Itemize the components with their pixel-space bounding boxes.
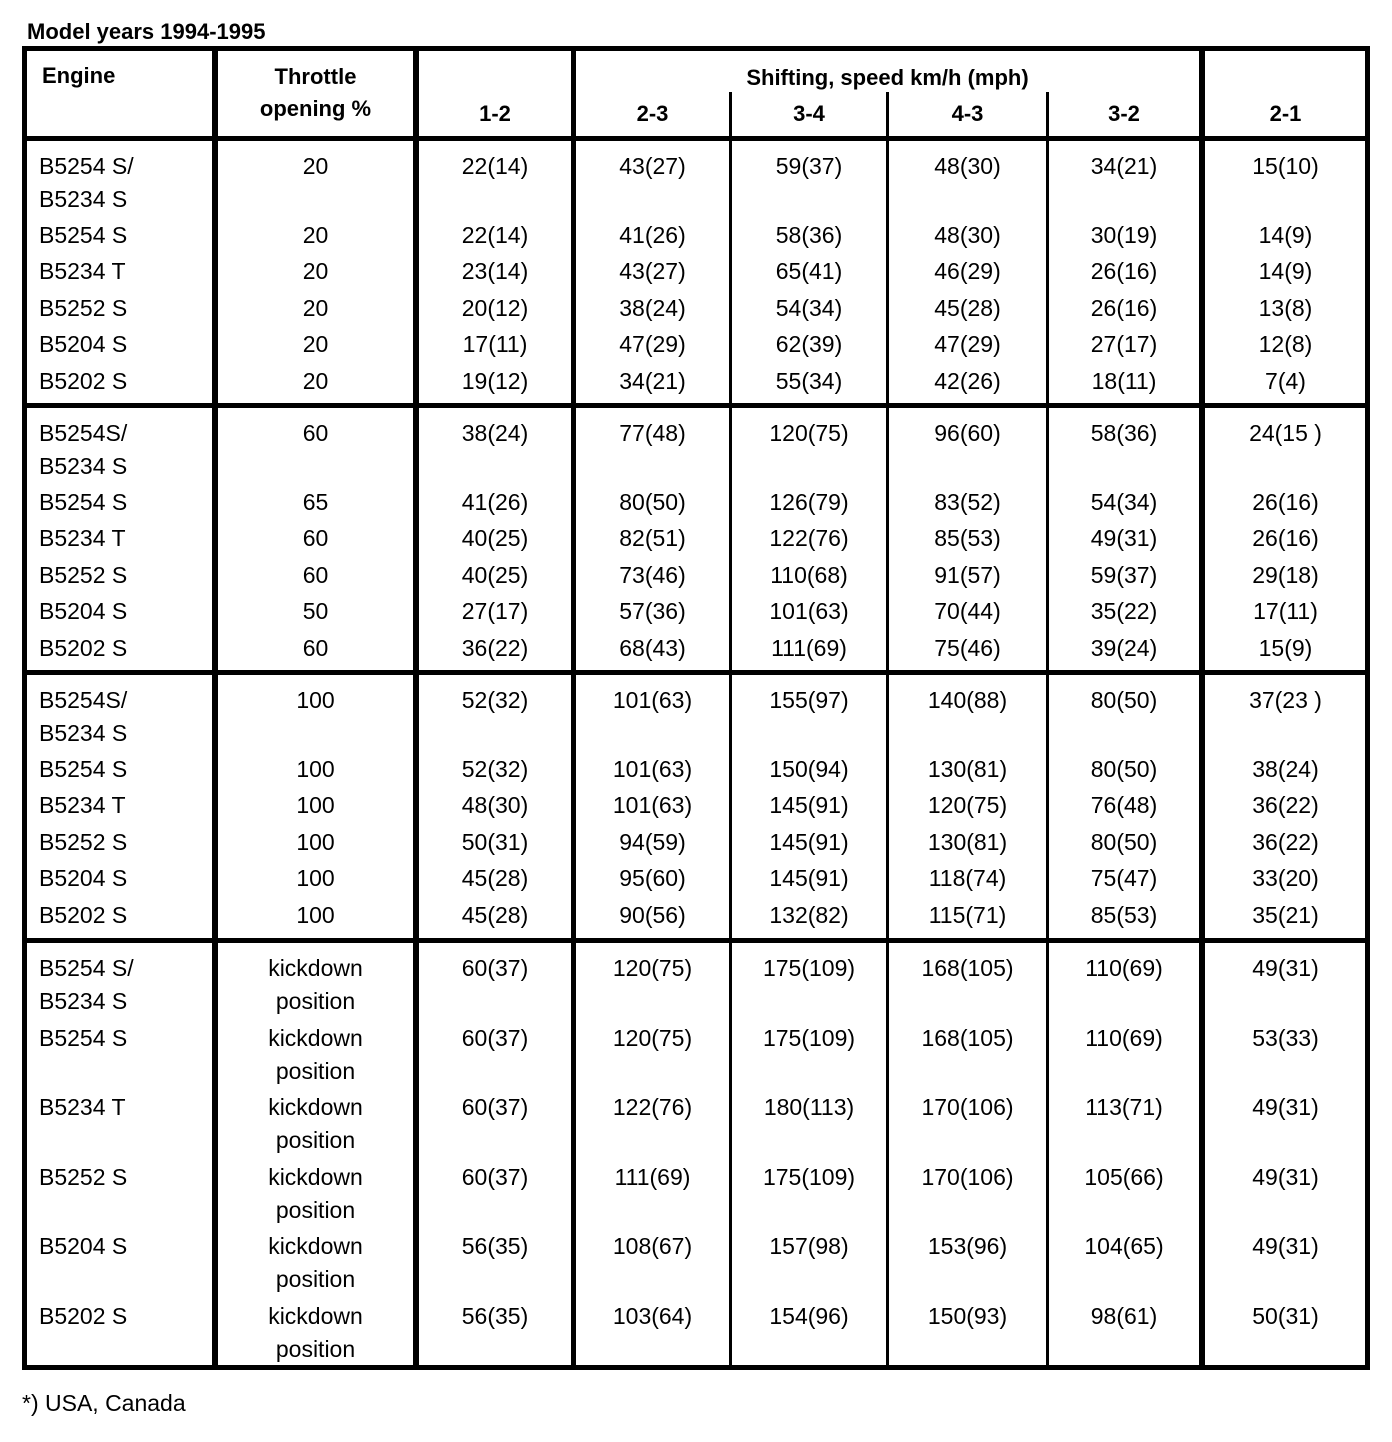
speed-cell: 17(11) (462, 331, 528, 357)
speed-cell: 27(17) (1090, 331, 1158, 357)
engine-cell: B5234 T (39, 525, 126, 551)
speed-cell: 60(37) (461, 955, 529, 981)
speed-cell: 7(4) (1265, 368, 1306, 394)
speed-cell: 85(53) (1090, 902, 1158, 928)
throttle-cell: position (275, 1058, 356, 1084)
engine-cell: B5252 S (39, 829, 128, 855)
speed-cell: 55(34) (775, 368, 843, 394)
speed-cell: 36(22) (1252, 792, 1319, 818)
engine-cell: B5252 S (39, 295, 128, 321)
speed-cell: 35(21) (1252, 902, 1319, 928)
speed-cell: 130(81) (927, 756, 1008, 782)
engine-cell: B5254 S (39, 756, 128, 782)
speed-cell: 40(25) (461, 562, 529, 588)
engine-cell: B5254S/ (39, 687, 128, 713)
row-divider (26, 670, 1366, 675)
header-shifting: Shifting, speed km/h (mph) (746, 65, 1029, 90)
engine-cell: B5234 S (39, 988, 128, 1014)
speed-cell: 113(71) (1085, 1094, 1163, 1120)
speed-cell: 101(63) (612, 687, 693, 713)
speed-cell: 38(24) (461, 420, 529, 446)
speed-cell: 54(34) (775, 295, 843, 321)
throttle-cell: 20 (302, 258, 329, 284)
throttle-cell: 100 (296, 829, 335, 855)
engine-cell: B5234 T (39, 258, 126, 284)
speed-cell: 37(23 ) (1249, 687, 1322, 713)
throttle-cell: position (275, 1266, 356, 1292)
speed-cell: 111(69) (771, 635, 847, 661)
speed-cell: 34(21) (619, 368, 686, 394)
speed-cell: 22(14) (461, 222, 529, 248)
speed-cell: 60(37) (461, 1164, 529, 1190)
speed-cell: 170(106) (921, 1164, 1014, 1190)
engine-cell: B5234 T (39, 792, 126, 818)
speed-cell: 18(11) (1091, 368, 1157, 394)
speed-cell: 45(28) (461, 865, 529, 891)
throttle-cell: position (275, 1127, 356, 1153)
speed-cell: 48(30) (934, 153, 1001, 179)
speed-cell: 42(26) (934, 368, 1001, 394)
speed-cell: 17(11) (1253, 598, 1318, 624)
header-shift-3-2: 3-2 (1108, 101, 1140, 126)
speed-cell: 52(32) (461, 756, 529, 782)
speed-cell: 15(9) (1258, 635, 1313, 661)
speed-cell: 59(37) (1090, 562, 1158, 588)
throttle-cell: kickdown (268, 1233, 363, 1259)
speed-cell: 41(26) (461, 489, 529, 515)
speed-cell: 120(75) (927, 792, 1008, 818)
speed-cell: 70(44) (934, 598, 1001, 624)
speed-cell: 57(36) (619, 598, 686, 624)
speed-cell: 56(35) (461, 1233, 529, 1259)
speed-cell: 168(105) (921, 955, 1014, 981)
speed-cell: 12(8) (1258, 331, 1313, 357)
speed-cell: 91(57) (934, 562, 1001, 588)
speed-cell: 47(29) (934, 331, 1001, 357)
speed-cell: 15(10) (1252, 153, 1319, 179)
speed-cell: 35(22) (1090, 598, 1158, 624)
speed-cell: 175(109) (762, 1025, 856, 1051)
speed-cell: 80(50) (1090, 756, 1158, 782)
speed-cell: 20(12) (461, 295, 529, 321)
throttle-cell: 20 (302, 153, 329, 179)
engine-cell: B5254S/ (39, 420, 128, 446)
throttle-cell: kickdown (268, 1164, 363, 1190)
throttle-cell: kickdown (268, 1025, 363, 1051)
engine-cell: B5254 S (39, 222, 128, 248)
speed-cell: 50(31) (461, 829, 529, 855)
speed-cell: 47(29) (619, 331, 686, 357)
speed-cell: 155(97) (769, 687, 849, 713)
engine-cell: B5202 S (39, 1303, 128, 1329)
engine-cell: B5204 S (39, 331, 128, 357)
speed-cell: 83(52) (934, 489, 1001, 515)
speed-cell: 175(109) (762, 955, 856, 981)
header-shift-2-1: 2-1 (1269, 101, 1302, 126)
speed-cell: 145(91) (769, 865, 849, 891)
engine-cell: B5254 S/ (39, 955, 134, 981)
speed-cell: 122(76) (769, 525, 849, 551)
speed-cell: 38(24) (619, 295, 686, 321)
speed-cell: 26(16) (1252, 525, 1319, 551)
engine-cell: B5202 S (39, 368, 128, 394)
speed-cell: 108(67) (612, 1233, 693, 1259)
speed-cell: 80(50) (1090, 829, 1158, 855)
speed-cell: 154(96) (769, 1303, 849, 1329)
throttle-cell: kickdown (268, 1094, 363, 1120)
speed-cell: 104(65) (1084, 1233, 1164, 1259)
speed-cell: 45(28) (461, 902, 529, 928)
throttle-cell: 65 (302, 489, 329, 515)
header-shift-4-3: 4-3 (951, 101, 984, 126)
speed-cell: 48(30) (461, 792, 529, 818)
speed-cell: 39(24) (1090, 635, 1158, 661)
speed-cell: 111(69) (614, 1164, 691, 1190)
speed-cell: 26(16) (1090, 258, 1158, 284)
speed-cell: 29(18) (1252, 562, 1319, 588)
throttle-cell: 50 (302, 598, 329, 624)
speed-cell: 49(31) (1252, 1233, 1319, 1259)
engine-cell: B5254 S/ (39, 153, 134, 179)
engine-cell: B5234 T (39, 1094, 126, 1120)
speed-cell: 49(31) (1252, 955, 1319, 981)
page-title: Model years 1994-1995 (27, 19, 266, 44)
speed-cell: 48(30) (934, 222, 1001, 248)
speed-cell: 120(75) (769, 420, 849, 446)
speed-cell: 175(109) (762, 1164, 856, 1190)
throttle-cell: 100 (296, 902, 335, 928)
speed-cell: 95(60) (619, 865, 686, 891)
speed-cell: 23(14) (461, 258, 529, 284)
speed-cell: 19(12) (461, 368, 529, 394)
speed-cell: 54(34) (1090, 489, 1158, 515)
speed-cell: 33(20) (1252, 865, 1319, 891)
speed-cell: 80(50) (1090, 687, 1158, 713)
speed-cell: 73(46) (619, 562, 686, 588)
speed-cell: 60(37) (461, 1025, 529, 1051)
speed-cell: 14(9) (1258, 222, 1313, 248)
speed-cell: 50(31) (1252, 1303, 1319, 1329)
header-shift-3-4: 3-4 (793, 101, 825, 126)
throttle-cell: 20 (302, 368, 329, 394)
speed-cell: 30(19) (1090, 222, 1158, 248)
throttle-cell: 100 (296, 756, 335, 782)
speed-cell: 90(56) (619, 902, 686, 928)
speed-cell: 101(63) (769, 598, 849, 624)
speed-cell: 26(16) (1252, 489, 1319, 515)
speed-cell: 43(27) (619, 153, 686, 179)
speed-cell: 150(94) (769, 756, 849, 782)
speed-cell: 101(63) (612, 792, 693, 818)
speed-cell: 52(32) (461, 687, 529, 713)
speed-cell: 110(68) (770, 562, 848, 588)
speed-cell: 130(81) (927, 829, 1008, 855)
speed-cell: 75(47) (1090, 865, 1158, 891)
speed-cell: 120(75) (612, 955, 693, 981)
speed-cell: 41(26) (619, 222, 686, 248)
speed-cell: 59(37) (775, 153, 843, 179)
speed-cell: 60(37) (461, 1094, 529, 1120)
speed-cell: 46(29) (934, 258, 1001, 284)
speed-cell: 58(36) (1090, 420, 1158, 446)
throttle-cell: position (275, 1197, 356, 1223)
speed-cell: 22(14) (461, 153, 529, 179)
speed-cell: 120(75) (612, 1025, 693, 1051)
speed-cell: 77(48) (619, 420, 686, 446)
header-shift-2-3: 2-3 (636, 101, 669, 126)
throttle-cell: position (275, 988, 356, 1014)
speed-cell: 145(91) (769, 829, 849, 855)
speed-cell: 94(59) (619, 829, 686, 855)
engine-cell: B5254 S (39, 489, 128, 515)
speed-cell: 45(28) (934, 295, 1001, 321)
speed-cell: 56(35) (461, 1303, 529, 1329)
throttle-cell: kickdown (268, 955, 363, 981)
speed-cell: 101(63) (612, 756, 693, 782)
speed-cell: 115(71) (928, 902, 1007, 928)
throttle-cell: 60 (302, 562, 329, 588)
throttle-cell: 100 (296, 865, 335, 891)
speed-cell: 180(113) (763, 1094, 855, 1120)
throttle-cell: 60 (302, 525, 329, 551)
speed-cell: 103(64) (612, 1303, 693, 1329)
speed-cell: 98(61) (1090, 1303, 1158, 1329)
engine-cell: B5202 S (39, 635, 128, 661)
speed-cell: 43(27) (619, 258, 686, 284)
throttle-cell: 100 (296, 687, 335, 713)
speed-cell: 49(31) (1090, 525, 1158, 551)
header-engine: Engine (42, 63, 116, 88)
speed-cell: 36(22) (461, 635, 529, 661)
speed-cell: 49(31) (1252, 1164, 1319, 1190)
speed-cell: 85(53) (934, 525, 1001, 551)
speed-cell: 40(25) (461, 525, 529, 551)
speed-cell: 153(96) (927, 1233, 1008, 1259)
row-divider (26, 938, 1366, 943)
speed-cell: 118(74) (928, 865, 1007, 891)
header-throttle-line1: Throttle (274, 64, 357, 89)
engine-cell: B5254 S (39, 1025, 128, 1051)
speed-cell: 126(79) (769, 489, 849, 515)
speed-cell: 105(66) (1084, 1164, 1164, 1190)
speed-cell: 157(98) (769, 1233, 849, 1259)
speed-cell: 82(51) (619, 525, 686, 551)
speed-cell: 150(93) (927, 1303, 1008, 1329)
throttle-cell: kickdown (268, 1303, 363, 1329)
engine-cell: B5204 S (39, 865, 128, 891)
speed-cell: 75(46) (934, 635, 1001, 661)
speed-cell: 170(106) (921, 1094, 1014, 1120)
speed-cell: 110(69) (1085, 1025, 1163, 1051)
speed-cell: 13(8) (1258, 295, 1313, 321)
speed-cell: 96(60) (934, 420, 1001, 446)
speed-cell: 14(9) (1258, 258, 1313, 284)
throttle-cell: 60 (302, 420, 329, 446)
engine-cell: B5234 S (39, 453, 128, 479)
speed-cell: 145(91) (769, 792, 849, 818)
throttle-cell: position (275, 1336, 356, 1362)
speed-cell: 26(16) (1090, 295, 1158, 321)
speed-cell: 24(15 ) (1249, 420, 1322, 446)
throttle-cell: 60 (302, 635, 329, 661)
speed-cell: 36(22) (1252, 829, 1319, 855)
row-divider (26, 136, 1366, 141)
speed-cell: 49(31) (1252, 1094, 1319, 1120)
footnote: *) USA, Canada (22, 1390, 186, 1416)
throttle-cell: 20 (302, 331, 329, 357)
speed-cell: 168(105) (921, 1025, 1014, 1051)
speed-cell: 110(69) (1085, 955, 1163, 981)
throttle-cell: 100 (296, 792, 335, 818)
speed-cell: 38(24) (1252, 756, 1319, 782)
speed-cell: 34(21) (1090, 153, 1158, 179)
speed-cell: 62(39) (775, 331, 843, 357)
speed-cell: 76(48) (1090, 792, 1158, 818)
engine-cell: B5252 S (39, 562, 128, 588)
engine-cell: B5202 S (39, 902, 128, 928)
throttle-cell: 20 (302, 295, 329, 321)
speed-cell: 80(50) (619, 489, 686, 515)
speed-cell: 132(82) (769, 902, 849, 928)
speed-cell: 65(41) (775, 258, 843, 284)
engine-cell: B5204 S (39, 598, 128, 624)
engine-cell: B5252 S (39, 1164, 128, 1190)
row-divider (26, 403, 1366, 408)
header-shift-1-2: 1-2 (479, 101, 511, 126)
engine-cell: B5234 S (39, 186, 128, 212)
engine-cell: B5234 S (39, 720, 128, 746)
speed-cell: 140(88) (927, 687, 1008, 713)
engine-cell: B5204 S (39, 1233, 128, 1259)
throttle-cell: 20 (302, 222, 329, 248)
speed-cell: 122(76) (612, 1094, 693, 1120)
speed-cell: 68(43) (619, 635, 686, 661)
header-throttle-line2: opening % (259, 96, 372, 121)
speed-cell: 58(36) (775, 222, 843, 248)
speed-cell: 53(33) (1252, 1025, 1319, 1051)
speed-cell: 27(17) (461, 598, 529, 624)
